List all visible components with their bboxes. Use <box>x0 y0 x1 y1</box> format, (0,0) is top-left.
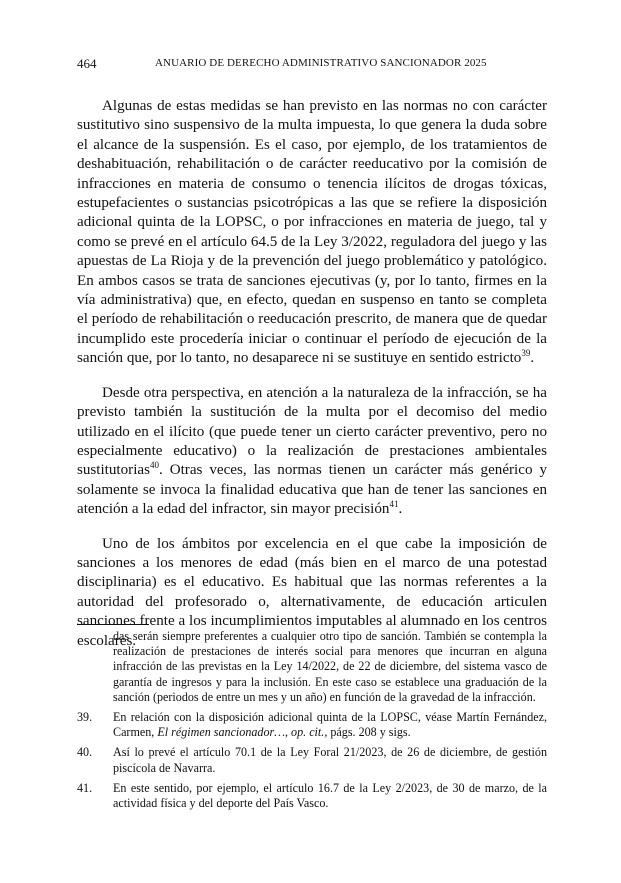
footnote-op-cit: op. cit. <box>291 725 325 740</box>
footnote-text: En este sentido, por ejemplo, el artículo 16.7 de la Ley 2/2023, de 30 de marzo, de la actividad física y del deporte del País Vasco. <box>113 780 547 811</box>
footnote-text-part: , <box>285 725 292 740</box>
paragraph-2 <box>77 384 547 520</box>
footnote-40 <box>77 745 547 775</box>
paragraph-2-tail: . <box>398 501 403 518</box>
footnote-continuation: das serán siempre preferentes a cualquier otro tipo de sanción. También se contempla la realización de prestaciones de interés social para menores que incurran en alguna infracción de las previstas en la Ley 14/2022, de 22 de diciembre, del sistema vasco de garantía de ingresos y para la inclusión. En este caso se establece una graduación de la sanción (periodos de entre un mes y un año) en función de la gravedad de la infracción. <box>113 629 547 704</box>
footnote-separator <box>77 624 149 625</box>
paragraph-1-tail: . <box>530 350 535 367</box>
paragraph-2-middle: . Otras veces, las normas tienen un carácter más genérico y solamente se invoca la finalidad educativa que han de tener las sanciones en atención a la edad del infractor, sin mayor precisión <box>77 462 547 518</box>
footnote-39 <box>77 710 547 740</box>
paragraph-1 <box>77 97 547 369</box>
footnote-ref-40: 40 <box>149 460 159 471</box>
footnote-number: 39. <box>77 710 93 725</box>
footnote-text: Así lo prevé el artículo 70.1 de la Ley Foral 21/2023, de 26 de diciembre, de gestión piscícola de Navarra. <box>113 745 547 775</box>
paragraph-2-text: Desde otra perspectiva, en atención a la naturaleza de la infracción, se ha previsto también la sustitución de la multa por el decomiso del medio utilizado en el ilícito (que puede tener un cierto carácter preventivo, pero no especialmente educativo) o la realización de prestaciones ambientales sustitutorias <box>77 384 547 479</box>
footnote-ref-41: 41 <box>389 499 399 510</box>
footnote-number: 40. <box>77 745 93 760</box>
footnote-text-part: , págs. 208 y sigs. <box>324 725 411 740</box>
body-text <box>77 97 547 651</box>
footnote-41 <box>77 781 547 811</box>
page-header <box>77 56 547 76</box>
paragraph-1-text: Algunas de estas medidas se han previsto en las normas no con carácter sustitutivo sino suspensivo de la multa impuesta, lo que genera la duda sobre el alcance de la suspensión. Es el caso, por ejemplo, de los tratamientos de deshabituación, rehabilitación o de carácter reeducativo por la comisión de infracciones en materia de consumo o tenencia ilícitos de drogas tóxicas, estupefacientes o sustancias psicotrópicas a las que se refiere la disposición adicional quinta de la LOPSC, o por infracciones en materia de juego, tal y como se prevé en el artículo 64.5 de la Ley 3/2022, reguladora del juego y las apuestas de La Rioja y de la prevención del juego problemático y patológico. En ambos casos se trata de sanciones ejecutivas (y, por lo tanto, firmes en la vía administrativa) que, en efecto, quedan en suspenso en tanto se completa el período de rehabilitación o reeducación prescrito, de manera que de quedar incumplido este procedería iniciar o continuar el período de ejecución de la sanción que, por lo tanto, no desaparece ni se sustituye en sentido estricto <box>77 98 547 367</box>
running-title: ANUARIO DE DERECHO ADMINISTRATIVO SANCIONADOR 2025 <box>155 57 487 69</box>
footnote-ref-39: 39 <box>521 348 531 359</box>
footnote-number: 41. <box>77 780 93 795</box>
paragraph-3-text: Uno de los ámbitos por excelencia en el que cabe la imposición de sanciones a los menores de edad (más bien en el marco de una potestad disciplinaria) es el educativo. Es habitual que las normas referentes a la autoridad del profesorado o, alternativamente, de educación articulen sanciones frente a los incumplimientos imputables al alumnado en los centros escolares. <box>77 535 547 649</box>
footnote-text-part: En relación con la disposición adicional quinta de la LOPSC, véase Martín Fernández, Carmen, <box>113 710 547 740</box>
footnote-text <box>113 710 547 740</box>
footnote-work-title: El régimen sancionador… <box>157 725 285 740</box>
footnotes <box>77 629 547 816</box>
page-number: 464 <box>77 56 97 71</box>
